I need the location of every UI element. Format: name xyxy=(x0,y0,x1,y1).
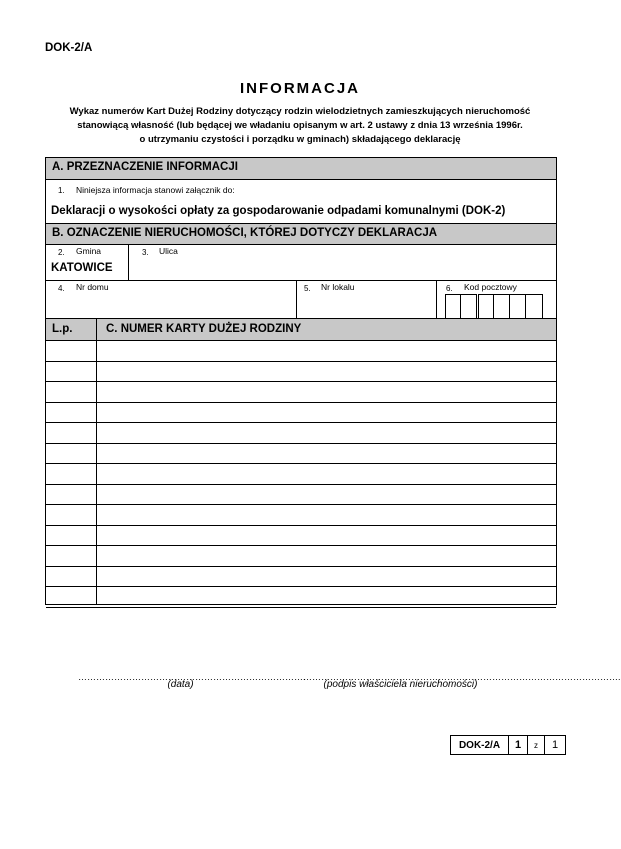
card-number-cell[interactable] xyxy=(98,546,553,565)
date-caption: (data) xyxy=(167,679,194,690)
card-number-cell[interactable] xyxy=(98,505,553,524)
footer-page-number: 1 xyxy=(508,735,528,755)
kod-pocztowy-boxes[interactable] xyxy=(445,294,545,318)
subtitle-line: stanowiącą własność (lub będącej we władaniu opisanym w art. 2 ustawy z dnia 13 września 1996r. xyxy=(77,120,523,131)
kod-pocztowy-label: Kod pocztowy xyxy=(464,282,517,292)
lp-heading: L.p. xyxy=(52,323,73,335)
attachment-label: Niniejsza informacja stanowi załącznik do: xyxy=(76,185,235,195)
nr-domu-field[interactable] xyxy=(48,294,288,314)
card-number-cell[interactable] xyxy=(98,485,553,504)
card-number-cell[interactable] xyxy=(98,444,553,463)
owner-caption: (podpis właściciela nieruchomości) xyxy=(323,679,478,690)
card-number-cell[interactable] xyxy=(98,362,553,381)
owner-signature-line[interactable]: ……………………………………………………………………………………………. xyxy=(303,672,621,682)
section-b-title: B. OZNACZENIE NIERUCHOMOŚCI, KTÓREJ DOTYCZY DEKLARACJA xyxy=(52,227,438,239)
card-number-cell[interactable] xyxy=(98,567,553,586)
field-number: 4. xyxy=(58,284,65,293)
page-title: INFORMACJA xyxy=(240,80,360,97)
card-number-cell[interactable] xyxy=(98,382,553,401)
nr-lokalu-label: Nr lokalu xyxy=(321,282,355,292)
postal-digit-box[interactable] xyxy=(445,294,461,318)
nr-lokalu-field[interactable] xyxy=(298,294,433,314)
field-number: 2. xyxy=(58,248,65,257)
attachment-value[interactable]: Deklaracji o wysokości opłaty za gospodarowanie odpadami komunalnymi (DOK-2) xyxy=(51,205,506,217)
card-number-cell[interactable] xyxy=(98,587,553,606)
nr-domu-label: Nr domu xyxy=(76,282,109,292)
card-number-cell[interactable] xyxy=(98,403,553,422)
form-frame xyxy=(45,157,557,605)
subtitle-line: o utrzymaniu czystości i porządku w gminach) składającego deklarację xyxy=(139,134,461,145)
date-signature-line[interactable]: …………………………………………………………………. xyxy=(78,672,306,682)
footer-page-sep: z xyxy=(527,735,545,755)
section-b-header xyxy=(46,224,556,244)
section-a-title: A. PRZEZNACZENIE INFORMACJI xyxy=(52,161,238,173)
postal-digit-box[interactable] xyxy=(526,294,543,318)
gmina-label: Gmina xyxy=(76,246,102,256)
field-number: 5. xyxy=(304,284,311,293)
postal-digit-box[interactable] xyxy=(461,294,477,318)
card-number-cell[interactable] xyxy=(98,423,553,442)
page-subtitle xyxy=(40,105,560,147)
section-a-header xyxy=(46,158,556,179)
document-code: DOK-2/A xyxy=(45,42,93,54)
card-number-cell[interactable] xyxy=(98,526,553,545)
card-number-cell[interactable] xyxy=(98,341,553,360)
table-row-line xyxy=(46,607,556,608)
ulica-field[interactable] xyxy=(130,258,550,278)
footer-doc-code: DOK-2/A xyxy=(450,735,509,755)
card-number-cell[interactable] xyxy=(98,464,553,483)
gmina-value[interactable]: KATOWICE xyxy=(51,262,113,274)
ulica-label: Ulica xyxy=(159,246,178,256)
postal-digit-box[interactable] xyxy=(510,294,526,318)
section-c-header xyxy=(46,319,556,340)
section-c-title: C. NUMER KARTY DUŻEJ RODZINY xyxy=(106,323,302,335)
subtitle-line: Wykaz numerów Kart Dużej Rodziny dotyczący rodzin wielodzietnych zamieszkujących nieruchomość xyxy=(69,106,531,117)
footer-page-total: 1 xyxy=(544,735,566,755)
postal-digit-box[interactable] xyxy=(478,294,494,318)
field-number: 3. xyxy=(142,248,149,257)
postal-digit-box[interactable] xyxy=(494,294,510,318)
field-number: 6. xyxy=(446,284,453,293)
field-number: 1. xyxy=(58,186,65,195)
